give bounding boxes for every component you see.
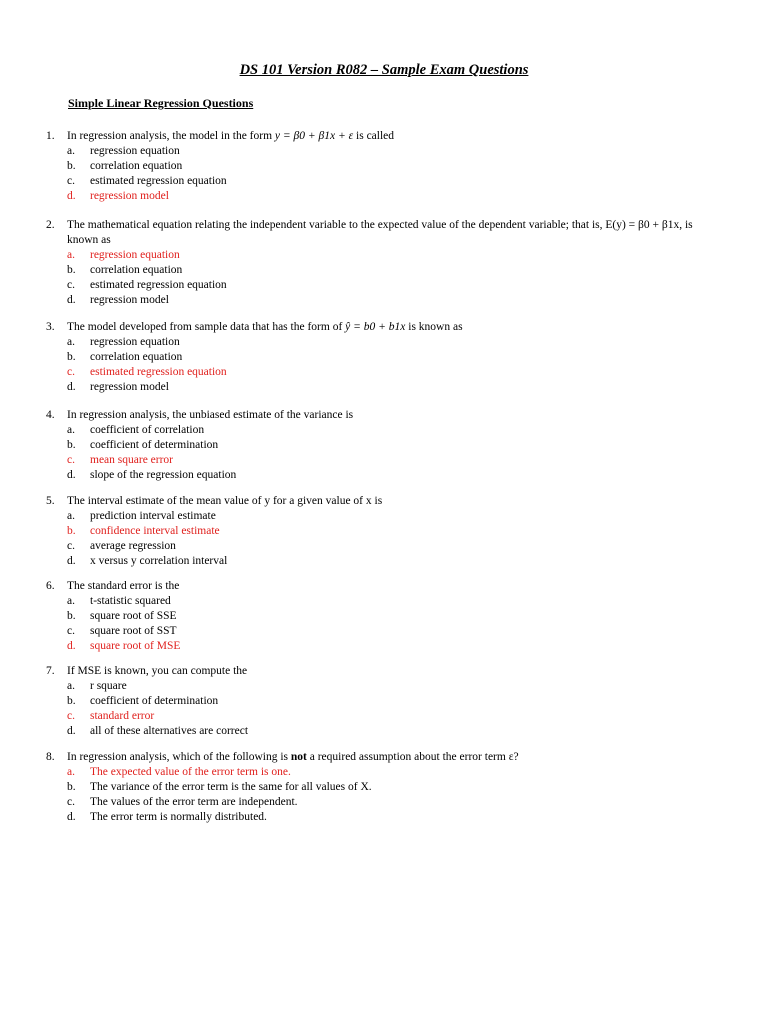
option-text: estimated regression equation bbox=[90, 279, 227, 291]
option-letter: a. bbox=[67, 249, 75, 261]
option-text: coefficient of determination bbox=[90, 439, 219, 451]
option-letter: b. bbox=[67, 160, 76, 172]
option-d bbox=[67, 380, 726, 395]
option-letter: b. bbox=[67, 610, 76, 622]
option-text: regression model bbox=[90, 190, 169, 202]
formula: ŷ = b0 + b1x bbox=[345, 321, 406, 333]
option-text: correlation equation bbox=[90, 160, 183, 172]
option-b bbox=[67, 609, 726, 624]
option-text: average regression bbox=[90, 540, 176, 552]
option-letter: b. bbox=[67, 525, 76, 537]
question-number: 6. bbox=[46, 580, 55, 592]
formula: y = β0 + β1x + ε bbox=[274, 130, 354, 142]
option-letter: b. bbox=[67, 264, 76, 276]
option-a-correct bbox=[67, 248, 726, 263]
option-letter: a. bbox=[67, 766, 75, 778]
option-letter: d. bbox=[67, 190, 76, 202]
option-b bbox=[67, 694, 726, 709]
option-d bbox=[67, 810, 726, 825]
option-letter: c. bbox=[67, 710, 75, 722]
question-2 bbox=[46, 218, 726, 308]
option-letter: d. bbox=[67, 294, 76, 306]
option-text: t-statistic squared bbox=[90, 595, 171, 607]
option-text: regression equation bbox=[90, 249, 180, 261]
option-b bbox=[67, 159, 726, 174]
option-a bbox=[67, 679, 726, 694]
option-text: regression equation bbox=[90, 145, 180, 157]
option-d-correct bbox=[67, 189, 726, 204]
options-list bbox=[67, 509, 726, 569]
question-prefix: The model developed from sample data that has the form of bbox=[67, 321, 343, 333]
option-c bbox=[67, 539, 726, 554]
option-c bbox=[67, 624, 726, 639]
option-letter: a. bbox=[67, 510, 75, 522]
question-7 bbox=[46, 664, 726, 739]
option-c bbox=[67, 795, 726, 810]
option-c bbox=[67, 174, 726, 189]
option-letter: a. bbox=[67, 424, 75, 436]
option-a bbox=[67, 144, 726, 159]
question-6 bbox=[46, 579, 726, 654]
option-text: estimated regression equation bbox=[90, 175, 227, 187]
option-d bbox=[67, 724, 726, 739]
question-suffix: is known as bbox=[408, 321, 463, 333]
options-list bbox=[67, 679, 726, 739]
option-letter: a. bbox=[67, 145, 75, 157]
question-text: The standard error is the bbox=[67, 580, 180, 592]
question-number: 7. bbox=[46, 665, 55, 677]
option-letter: d. bbox=[67, 381, 76, 393]
option-text: The error term is normally distributed. bbox=[90, 811, 267, 823]
option-text: square root of SSE bbox=[90, 610, 177, 622]
option-c-correct bbox=[67, 365, 726, 380]
option-letter: b. bbox=[67, 695, 76, 707]
option-letter: c. bbox=[67, 175, 75, 187]
options-list bbox=[67, 144, 726, 204]
option-d bbox=[67, 554, 726, 569]
option-text: r square bbox=[90, 680, 127, 692]
option-b bbox=[67, 438, 726, 453]
options-list bbox=[67, 594, 726, 654]
option-b bbox=[67, 350, 726, 365]
option-text: standard error bbox=[90, 710, 155, 722]
option-text: The variance of the error term is the same for all values of X. bbox=[90, 781, 372, 793]
option-d-correct bbox=[67, 639, 726, 654]
question-prefix: In regression analysis, which of the following is bbox=[67, 751, 289, 763]
option-letter: b. bbox=[67, 781, 76, 793]
option-b bbox=[67, 780, 726, 795]
option-letter: c. bbox=[67, 454, 75, 466]
option-c-correct bbox=[67, 453, 726, 468]
option-letter: c. bbox=[67, 279, 75, 291]
option-text: prediction interval estimate bbox=[90, 510, 216, 522]
option-letter: d. bbox=[67, 469, 76, 481]
option-c bbox=[67, 278, 726, 293]
option-letter: c. bbox=[67, 625, 75, 637]
question-number: 2. bbox=[46, 219, 55, 231]
options-list bbox=[67, 423, 726, 483]
options-list bbox=[67, 335, 726, 395]
option-letter: c. bbox=[67, 540, 75, 552]
option-text: regression model bbox=[90, 294, 169, 306]
page-title: DS 101 Version R082 – Sample Exam Questions bbox=[239, 62, 529, 78]
option-a-correct bbox=[67, 765, 726, 780]
option-text: estimated regression equation bbox=[90, 366, 227, 378]
question-text: The mathematical equation relating the independent variable to the expected value of the dependent variable; that is, E(y) = β0 + β1x, is known as bbox=[67, 219, 693, 246]
option-a bbox=[67, 423, 726, 438]
option-text: The values of the error term are independent. bbox=[90, 796, 298, 808]
section-heading: Simple Linear Regression Questions bbox=[68, 96, 254, 110]
option-text: square root of SST bbox=[90, 625, 177, 637]
question-number: 4. bbox=[46, 409, 55, 421]
option-text: correlation equation bbox=[90, 264, 183, 276]
option-letter: c. bbox=[67, 366, 75, 378]
option-a bbox=[67, 509, 726, 524]
question-number: 1. bbox=[46, 130, 55, 142]
question-8 bbox=[46, 750, 726, 825]
option-text: regression model bbox=[90, 381, 169, 393]
options-list bbox=[67, 765, 726, 825]
option-text: The expected value of the error term is one. bbox=[90, 766, 291, 778]
question-4 bbox=[46, 408, 726, 483]
option-letter: c. bbox=[67, 796, 75, 808]
question-5 bbox=[46, 494, 726, 569]
question-suffix: a required assumption about the error term ε? bbox=[309, 751, 519, 763]
option-letter: d. bbox=[67, 811, 76, 823]
option-b bbox=[67, 263, 726, 278]
option-letter: a. bbox=[67, 595, 75, 607]
option-d bbox=[67, 468, 726, 483]
option-text: coefficient of correlation bbox=[90, 424, 205, 436]
question-text bbox=[67, 750, 726, 765]
question-3 bbox=[46, 320, 726, 395]
option-text: slope of the regression equation bbox=[90, 469, 237, 481]
option-text: coefficient of determination bbox=[90, 695, 219, 707]
option-letter: d. bbox=[67, 640, 76, 652]
question-text bbox=[67, 129, 726, 144]
option-text: all of these alternatives are correct bbox=[90, 725, 249, 737]
question-1 bbox=[46, 129, 726, 204]
question-number: 8. bbox=[46, 751, 55, 763]
option-text: correlation equation bbox=[90, 351, 183, 363]
option-text: mean square error bbox=[90, 454, 174, 466]
question-number: 5. bbox=[46, 495, 55, 507]
option-text: x versus y correlation interval bbox=[90, 555, 228, 567]
option-a bbox=[67, 335, 726, 350]
option-letter: b. bbox=[67, 351, 76, 363]
options-list bbox=[67, 248, 726, 308]
option-letter: b. bbox=[67, 439, 76, 451]
question-prefix: In regression analysis, the model in the form bbox=[67, 130, 273, 142]
option-text: square root of MSE bbox=[90, 640, 181, 652]
option-text: confidence interval estimate bbox=[90, 525, 220, 537]
question-text bbox=[67, 320, 726, 335]
question-suffix: is called bbox=[356, 130, 395, 142]
option-d bbox=[67, 293, 726, 308]
question-text: The interval estimate of the mean value of y for a given value of x is bbox=[67, 495, 383, 507]
option-a bbox=[67, 594, 726, 609]
option-letter: a. bbox=[67, 336, 75, 348]
emphasis-not: not bbox=[290, 751, 307, 763]
option-b-correct bbox=[67, 524, 726, 539]
question-number: 3. bbox=[46, 321, 55, 333]
option-letter: d. bbox=[67, 555, 76, 567]
option-c-correct bbox=[67, 709, 726, 724]
question-text: In regression analysis, the unbiased estimate of the variance is bbox=[67, 409, 354, 421]
option-letter: a. bbox=[67, 680, 75, 692]
option-text: regression equation bbox=[90, 336, 180, 348]
question-text: If MSE is known, you can compute the bbox=[67, 665, 248, 677]
option-letter: d. bbox=[67, 725, 76, 737]
